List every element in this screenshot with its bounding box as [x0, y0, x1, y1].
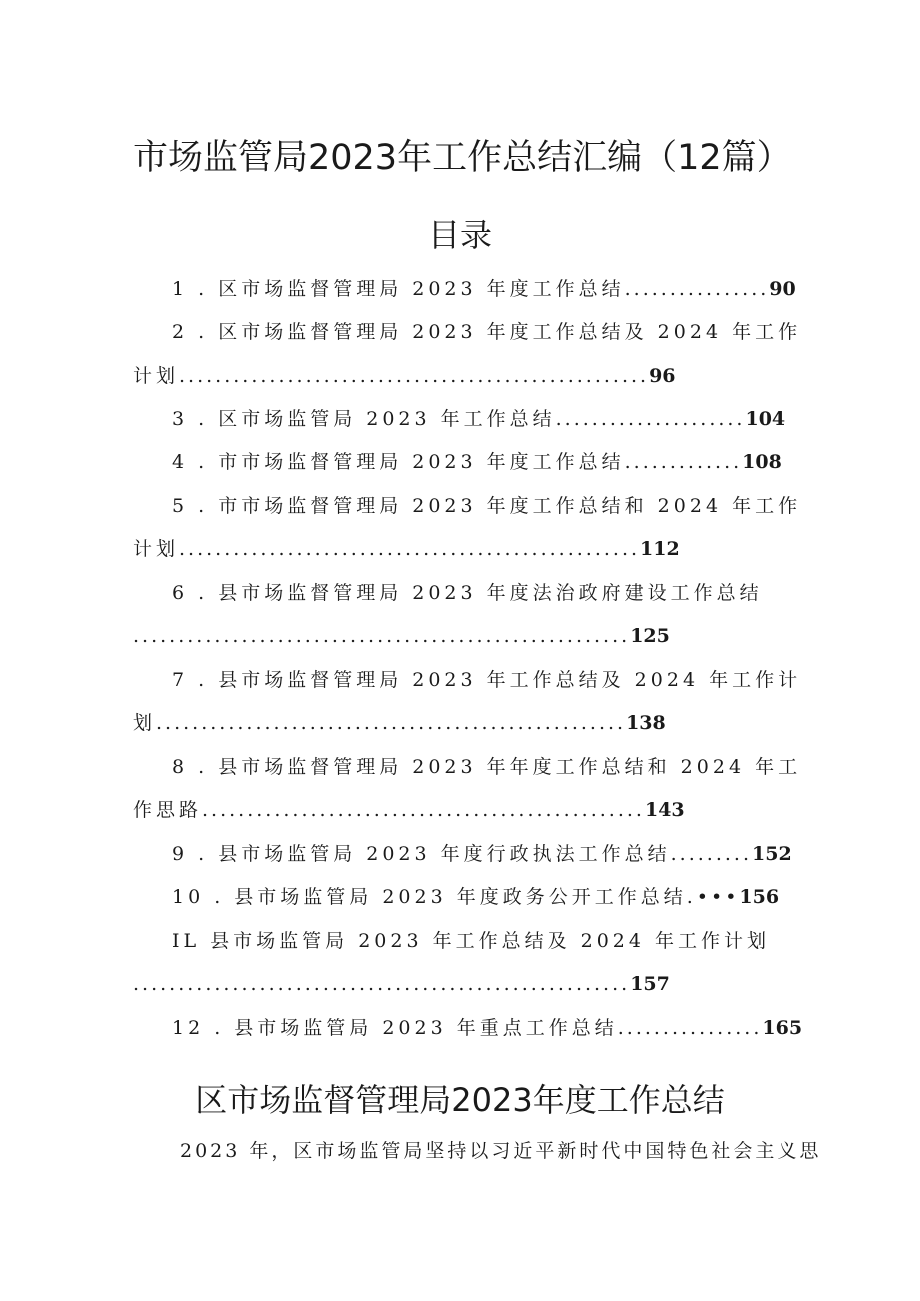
toc-leader-dots: ....................................................... — [133, 973, 631, 995]
toc-line — [172, 448, 782, 476]
toc-leader-dots: ................ — [617, 1017, 763, 1039]
toc-line — [172, 492, 801, 520]
toc-entry-text: 2 . 区市场监督管理局 2023 年度工作总结及 2024 年工作 — [172, 321, 802, 343]
toc-leader-dots: .................................................... — [179, 365, 650, 387]
toc-entry-text: 10 . 县市场监管局 2023 年度政务公开工作总结. — [172, 886, 697, 908]
toc-page-number: 125 — [630, 625, 670, 647]
toc-page-number: 165 — [762, 1017, 803, 1039]
toc-line — [172, 1014, 802, 1042]
toc-leader-dots: ............. — [624, 451, 743, 473]
toc-line — [133, 622, 670, 650]
toc-leader-dots: .................................................... — [156, 712, 627, 734]
toc-entry-text: 9 . 县市场监管局 2023 年度行政执法工作总结 — [172, 843, 671, 865]
toc-page-number: 104 — [745, 408, 786, 430]
body-paragraph: 2023 年，区市场监管局坚持以习近平新时代中国特色社会主义思 — [180, 1140, 822, 1162]
toc-entry-text: 5 . 市市场监督管理局 2023 年度工作总结和 2024 年工作 — [172, 495, 802, 517]
toc-entry-text: 1 . 区市场监督管理局 2023 年度工作总结 — [172, 278, 625, 300]
toc-page-number: 157 — [630, 973, 670, 995]
toc-entry-text: 7 . 县市场监督管理局 2023 年工作总结及 2024 年工作计 — [172, 669, 802, 691]
toc-line — [172, 579, 763, 607]
toc-page-number: 108 — [742, 451, 782, 473]
toc-line — [172, 927, 770, 955]
toc-entry-text: 计划 — [133, 365, 180, 387]
toc-page-number: 90 — [769, 278, 796, 300]
toc-page-number: 138 — [626, 712, 666, 734]
toc-entry-text: 6 . 县市场监督管理局 2023 年度法治政府建设工作总结 — [172, 582, 763, 604]
toc-line — [172, 753, 801, 781]
toc-line — [133, 535, 680, 563]
toc-line — [172, 405, 785, 433]
toc-page-number: 96 — [649, 365, 676, 387]
document-title: 市场监管局2023年工作总结汇编（12篇） — [133, 138, 792, 178]
toc-leader-dots: ..................... — [555, 408, 746, 430]
toc-heading: 目录 — [427, 216, 492, 254]
toc-entry-text: 8 . 县市场监督管理局 2023 年年度工作总结和 2024 年工 — [172, 756, 802, 778]
toc-entry-text: 划 — [133, 712, 157, 734]
toc-line — [172, 840, 792, 868]
toc-line — [172, 318, 801, 346]
toc-leader-dots: ....................................................... — [133, 625, 631, 647]
toc-entry-text: IL 县市场监管局 2023 年工作总结及 2024 年工作计划 — [172, 930, 771, 952]
toc-line — [172, 275, 796, 303]
toc-page-number: 156 — [739, 886, 780, 908]
toc-line — [133, 709, 666, 737]
toc-page-number: 143 — [644, 799, 685, 821]
section-title: 区市场监督管理局2023年度工作总结 — [195, 1081, 725, 1119]
toc-entry-text: 12 . 县市场监管局 2023 年重点工作总结 — [172, 1017, 618, 1039]
toc-leader-dots: ......... — [670, 843, 752, 865]
toc-leader-dots: ••• — [696, 886, 740, 908]
toc-line — [133, 362, 676, 390]
toc-entry-text: 3 . 区市场监管局 2023 年工作总结 — [172, 408, 556, 430]
toc-entry-text: 作思路 — [133, 799, 203, 821]
toc-entry-text: 4 . 市市场监督管理局 2023 年度工作总结 — [172, 451, 625, 473]
toc-leader-dots: ................ — [624, 278, 770, 300]
toc-entry-text: 计划 — [133, 538, 180, 560]
toc-line — [133, 970, 670, 998]
toc-line — [133, 796, 685, 824]
toc-line — [172, 883, 779, 911]
toc-leader-dots: ................................................. — [202, 799, 645, 821]
toc-page-number: 112 — [640, 538, 680, 560]
toc-page-number: 152 — [752, 843, 792, 865]
toc-line — [172, 666, 801, 694]
toc-leader-dots: ................................................... — [179, 538, 641, 560]
